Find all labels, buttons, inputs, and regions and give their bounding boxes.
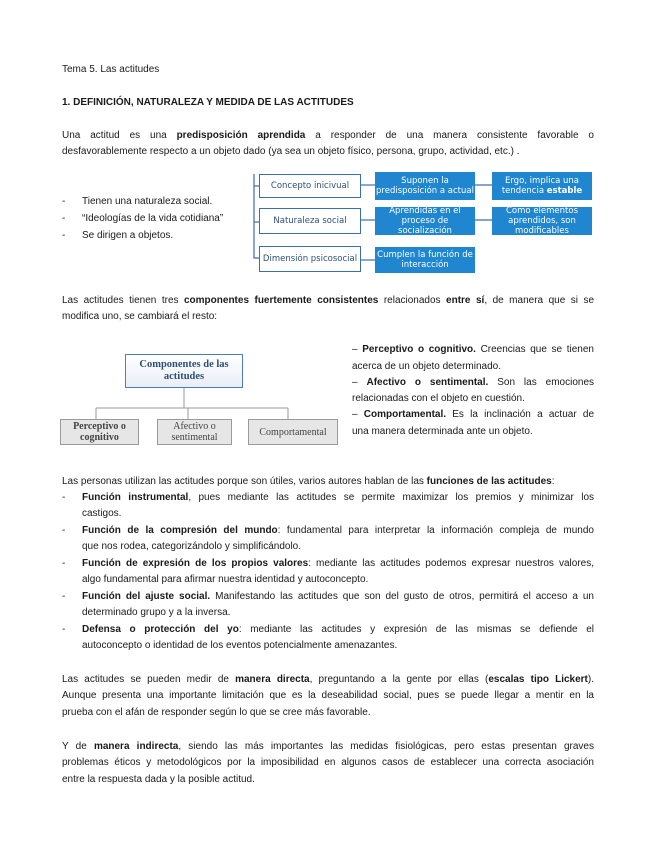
diagram1-predisposition-box: Suponen la predisposición a actual [375,172,475,200]
component-affective-line-1: – Afectivo o sentimental. Son las emociones [352,377,595,388]
function-item-cont: autoconcepto o identidad de los eventos potencialmente amenazantes. [82,640,398,651]
feature-item: - Se dirigen a objetos. [62,230,174,241]
function-item: - Función de expresión de los propios valores: mediante las actitudes podemos expresar nuestros valores, [62,558,594,569]
diagram2-affective-box: Afectivo o sentimental [157,419,232,445]
indirect-line-1: Y de manera indirecta, siendo las más importantes las medidas fisiológicas, pero estas presentan graves [62,741,594,752]
indirect-line-2: problemas éticos y metodológicos por la imposibilidad en algunos casos de establecer una correcta asociación [62,757,594,768]
section-heading: 1. DEFINICIÓN, NATURALEZA Y MEDIDA DE LAS ACTITUDES [62,97,354,108]
intro-line-1: Una actitud es una predisposición aprendida a responder de una manera consistente favorable o [62,130,594,141]
measure-line-1: Las actitudes se pueden medir de manera directa, preguntando a la gente por ellas (escalas tipo Lickert). [62,674,594,685]
diagram2-perceptive-box: Perceptivo o cognitivo [60,419,139,445]
component-behavioral-line-2: una manera determinada ante un objeto. [352,426,533,437]
diagram1-nature-box: Naturaleza social [259,208,361,234]
function-item-cont: determinado grupo y a la inversa. [82,607,231,618]
feature-item: - Tienen una naturaleza social. [62,196,213,207]
function-item-cont: algo fundamental para afirmar nuestra identidad y autoconcepto. [82,574,369,585]
components-intro-line-1: Las actitudes tienen tres componentes fuertemente consistentes relacionados entre sí, de manera que si se [62,295,595,306]
component-affective-line-2: relacionadas con el objeto en cuestión. [352,393,525,404]
diagram1-stable-box: Ergo, implica una tendencia estable [492,172,592,200]
component-behavioral-line-1: – Comportamental. Es la inclinación a actuar de [352,409,595,420]
diagram1-dimension-box: Dimensión psicosocial [259,246,361,272]
components-intro-line-2: modifica uno, se cambiará el resto: [62,311,218,322]
functions-intro: Las personas utilizan las actitudes porque son útiles, varios autores hablan de las funciones de las actitudes: [62,476,555,487]
page-header: Tema 5. Las actitudes [62,64,160,75]
diagram2-top-box: Componentes de las actitudes [125,354,243,388]
diagram1-concept-box: Concepto inicivual [259,174,361,198]
component-perceptive-line-1: – Perceptivo o cognitivo. Creencias que se tienen [352,344,594,355]
measure-line-3: prueba con el afán de responder según lo que se cree más favorable. [62,707,371,718]
diagram1-socialization-box: Aprendidas en el proceso de socialización [375,207,475,235]
diagram1-interaction-box: Cumplen la función de interacción [375,247,475,273]
component-perceptive-line-2: acerca de un objeto determinado. [352,361,501,372]
indirect-line-3: entre la respuesta dada y la posible actitud. [62,774,255,785]
diagram1-modifiable-box: Como elementos aprendidos, son modificables [492,207,592,235]
function-item: - Función del ajuste social. Manifestando las actitudes que son del gusto de otros, permitirá el acceso a un [62,591,594,602]
function-item: - Función de la compresión del mundo: fundamental para interpretar la información compleja de mundo [62,525,594,536]
function-item-cont: castigos. [82,508,122,519]
function-item: - Defensa o protección del yo: mediante las actitudes y expresión de las mismas se defiende el [62,624,594,635]
measure-line-2: Aunque presenta una importante limitación que es la deseabilidad social, pues se puede llegar a mentir en la [62,690,594,701]
intro-line-2: desfavorablemente respecto a un objeto dado (ya sea un objeto físico, persona, grupo, actividad, etc.) . [62,146,520,157]
function-item-cont: que nos rodea, categorizándolo y simplificándolo. [82,541,302,552]
feature-item: - “Ideologías de la vida cotidiana” [62,213,224,224]
function-item: - Función instrumental, pues mediante las actitudes se permite maximizar los premios y minimizar los [62,492,595,503]
diagram2-behavioral-box: Comportamental [248,419,338,445]
